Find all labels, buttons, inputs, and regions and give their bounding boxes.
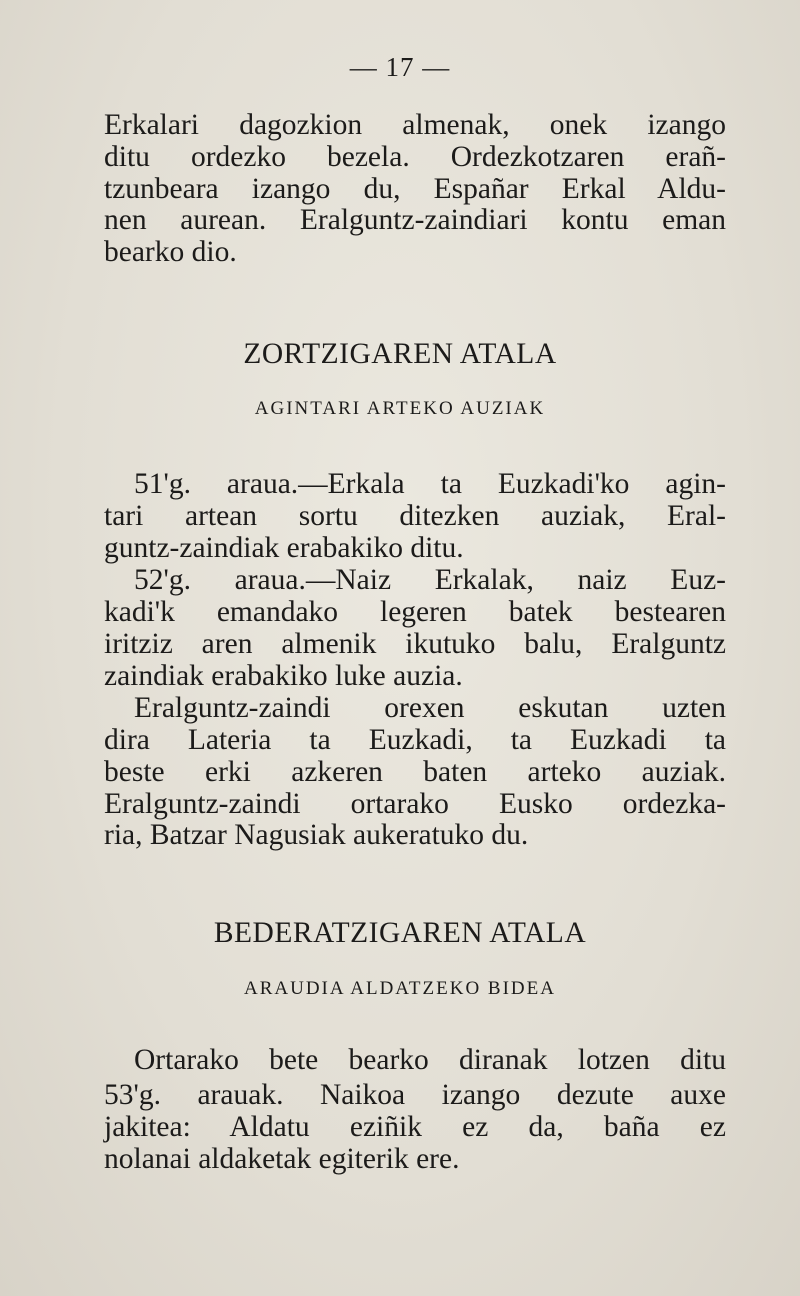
text-line: tari artean sortu ditezken auziak, Eral- xyxy=(104,500,726,532)
chapter-9-subtitle: ARAUDIA ALDATZEKO BIDEA xyxy=(244,978,556,999)
article-51-cont xyxy=(104,501,726,565)
paragraph-lateria-cont xyxy=(104,725,726,852)
text-line: dira Lateria ta Euzkadi, ta Euzkadi ta xyxy=(104,724,726,756)
text-line: nen aurean. Eralguntz-zaindiari kontu eman xyxy=(104,204,726,237)
text-line: ria, Batzar Nagusiak aukeratuko du. xyxy=(104,819,529,852)
page-number: — 17 — xyxy=(349,52,451,82)
text-line: beste erki azkeren baten arteko auziak. xyxy=(104,755,726,788)
article-53-cont xyxy=(104,1080,726,1175)
text-line: Ortarako bete bearko diranak lotzen ditu xyxy=(134,1044,726,1076)
text-line: zaindiak erabakiko luke auzia. xyxy=(104,659,463,692)
text-line: Eralguntz-zaindi ortarako Eusko ordezka- xyxy=(104,787,726,820)
text-line: tzunbeara izango du, Españar Erkal Aldu- xyxy=(104,172,726,205)
text-line: bearko dio. xyxy=(104,236,237,269)
text-line: iritziz aren almenik ikutuko balu, Eralguntz xyxy=(104,627,726,660)
article-52 xyxy=(104,565,726,597)
text-line: guntz-zaindiak erabakiko ditu. xyxy=(104,531,464,564)
text-line: Eralguntz-zaindi orexen eskutan uzten xyxy=(134,692,726,724)
article-51 xyxy=(104,469,726,501)
paragraph-lateria xyxy=(104,693,726,725)
text-line: nolanai aldaketak egiterik ere. xyxy=(104,1142,460,1175)
text-line: ditu ordezko bezela. Ordezkotzaren erañ- xyxy=(104,140,726,173)
text-line: Erkalari dagozkion almenak, onek izango xyxy=(104,109,726,141)
text-line: 52'g. araua.—Naiz Erkalak, naiz Euz- xyxy=(134,564,726,596)
text-line: jakitea: Aldatu eziñik ez da, baña ez xyxy=(104,1110,726,1143)
text-line: 51'g. araua.—Erkala ta Euzkadi'ko agin- xyxy=(134,468,726,500)
chapter-9-title: BEDERATZIGAREN ATALA xyxy=(213,917,587,949)
text-line: kadi'k emandako legeren batek bestearen xyxy=(104,596,726,628)
article-52-cont xyxy=(104,597,726,692)
intro-paragraph xyxy=(104,110,726,269)
article-53 xyxy=(104,1045,726,1077)
chapter-8-subtitle: AGINTARI ARTEKO AUZIAK xyxy=(254,398,546,419)
text-line: 53'g. arauak. Naikoa izango dezute auxe xyxy=(104,1079,726,1111)
chapter-8-title: ZORTZIGAREN ATALA xyxy=(243,338,557,370)
